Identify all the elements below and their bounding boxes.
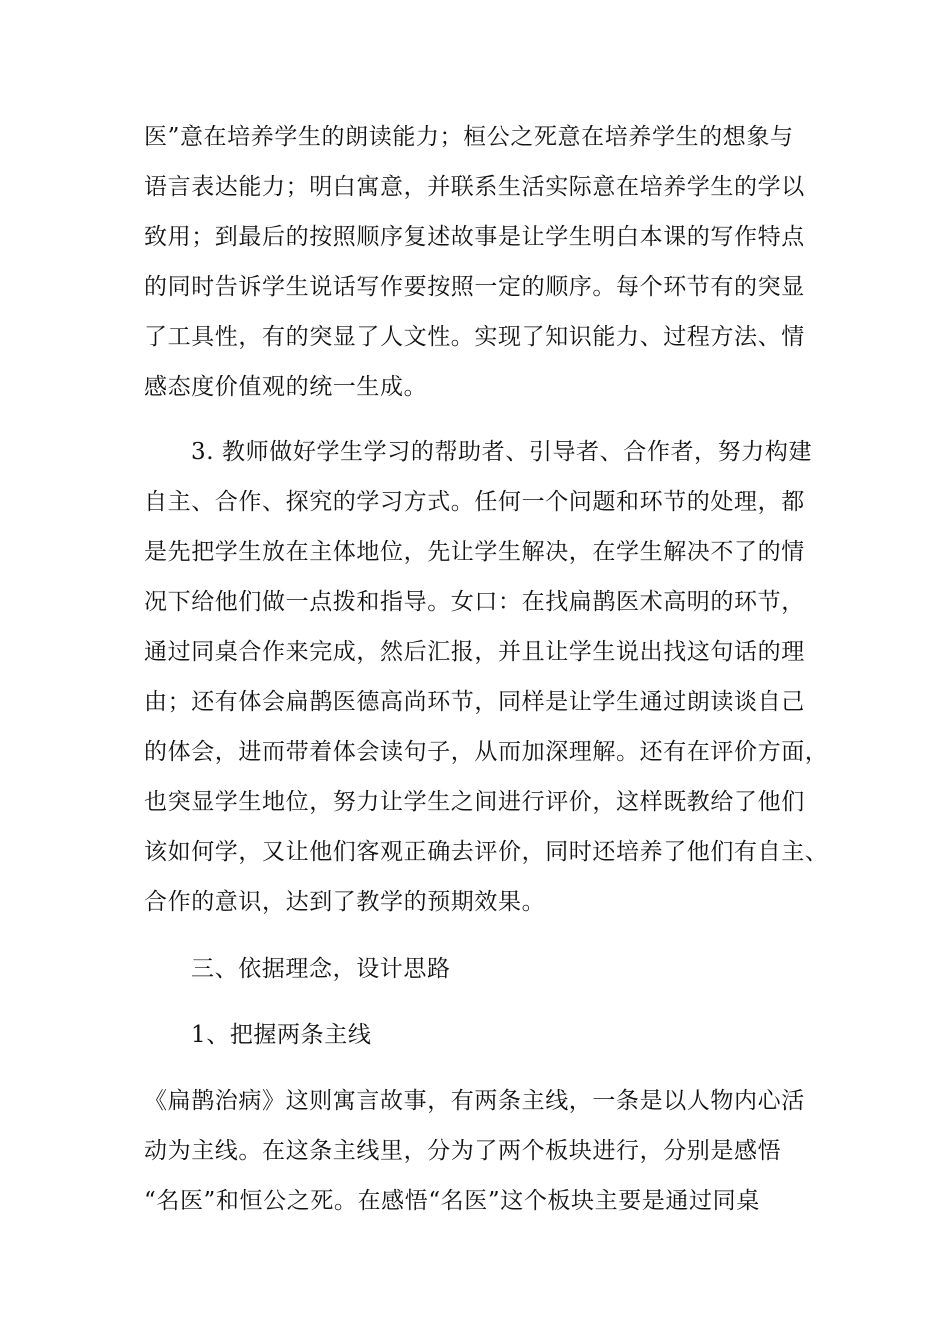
paragraph-line: 也突显学生地位，努力让学生之间进行评价，这样既教给了他们: [144, 789, 805, 815]
paragraph-line: “名医”和恒公之死。在感悟“名医”这个板块主要是通过同桌: [144, 1188, 760, 1214]
paragraph-line: 自主、合作、探究的学习方式。任何一个问题和环节的处理，都: [144, 489, 805, 515]
paragraph-line: 了工具性，有的突显了人文性。实现了知识能力、过程方法、情: [144, 324, 805, 350]
paragraph-line: 的同时告诉学生说话写作要按照一定的顺序。每个环节有的突显: [144, 274, 805, 300]
paragraph-line: 3. 教师做好学生学习的帮助者、引导者、合作者，努力构建: [191, 439, 813, 465]
paragraph-line: 是先把学生放在主体地位，先让学生解决，在学生解决不了的情: [144, 539, 805, 565]
paragraph-line: 《扁鹊治病》这则寓言故事，有两条主线，一条是以人物内心活: [144, 1088, 805, 1114]
paragraph-line: 的体会，进而带着体会读句子，从而加深理解。还有在评价方面，: [144, 739, 829, 765]
paragraph-line: 合作的意识，达到了教学的预期效果。: [144, 889, 546, 915]
paragraph-line: 况下给他们做一点拨和指导。女口：在找扁鹊医术高明的环节，: [144, 589, 805, 615]
paragraph-line: 致用；到最后的按照顺序复述故事是让学生明白本课的写作特点: [144, 224, 805, 250]
subsection-heading: 1、把握两条主线: [191, 1022, 372, 1048]
paragraph-line: 通过同桌合作来完成，然后汇报，并且让学生说出找这句话的理: [144, 639, 805, 665]
paragraph-line: 感态度价值观的统一生成。: [144, 374, 428, 400]
paragraph-line: 由；还有体会扁鹊医德高尚环节，同样是让学生通过朗读谈自己: [144, 689, 805, 715]
paragraph-line: 语言表达能力；明白寓意，并联系生活实际意在培养学生的学以: [144, 174, 805, 200]
paragraph-line: 动为主线。在这条主线里，分为了两个板块进行，分别是感悟: [144, 1138, 782, 1164]
paragraph-line: 该如何学，又让他们客观正确去评价，同时还培养了他们有自主、: [144, 839, 829, 865]
section-heading: 三、依据理念，设计思路: [191, 956, 451, 982]
paragraph-line: 医”意在培养学生的朗读能力；桓公之死意在培养学生的想象与: [144, 124, 794, 150]
